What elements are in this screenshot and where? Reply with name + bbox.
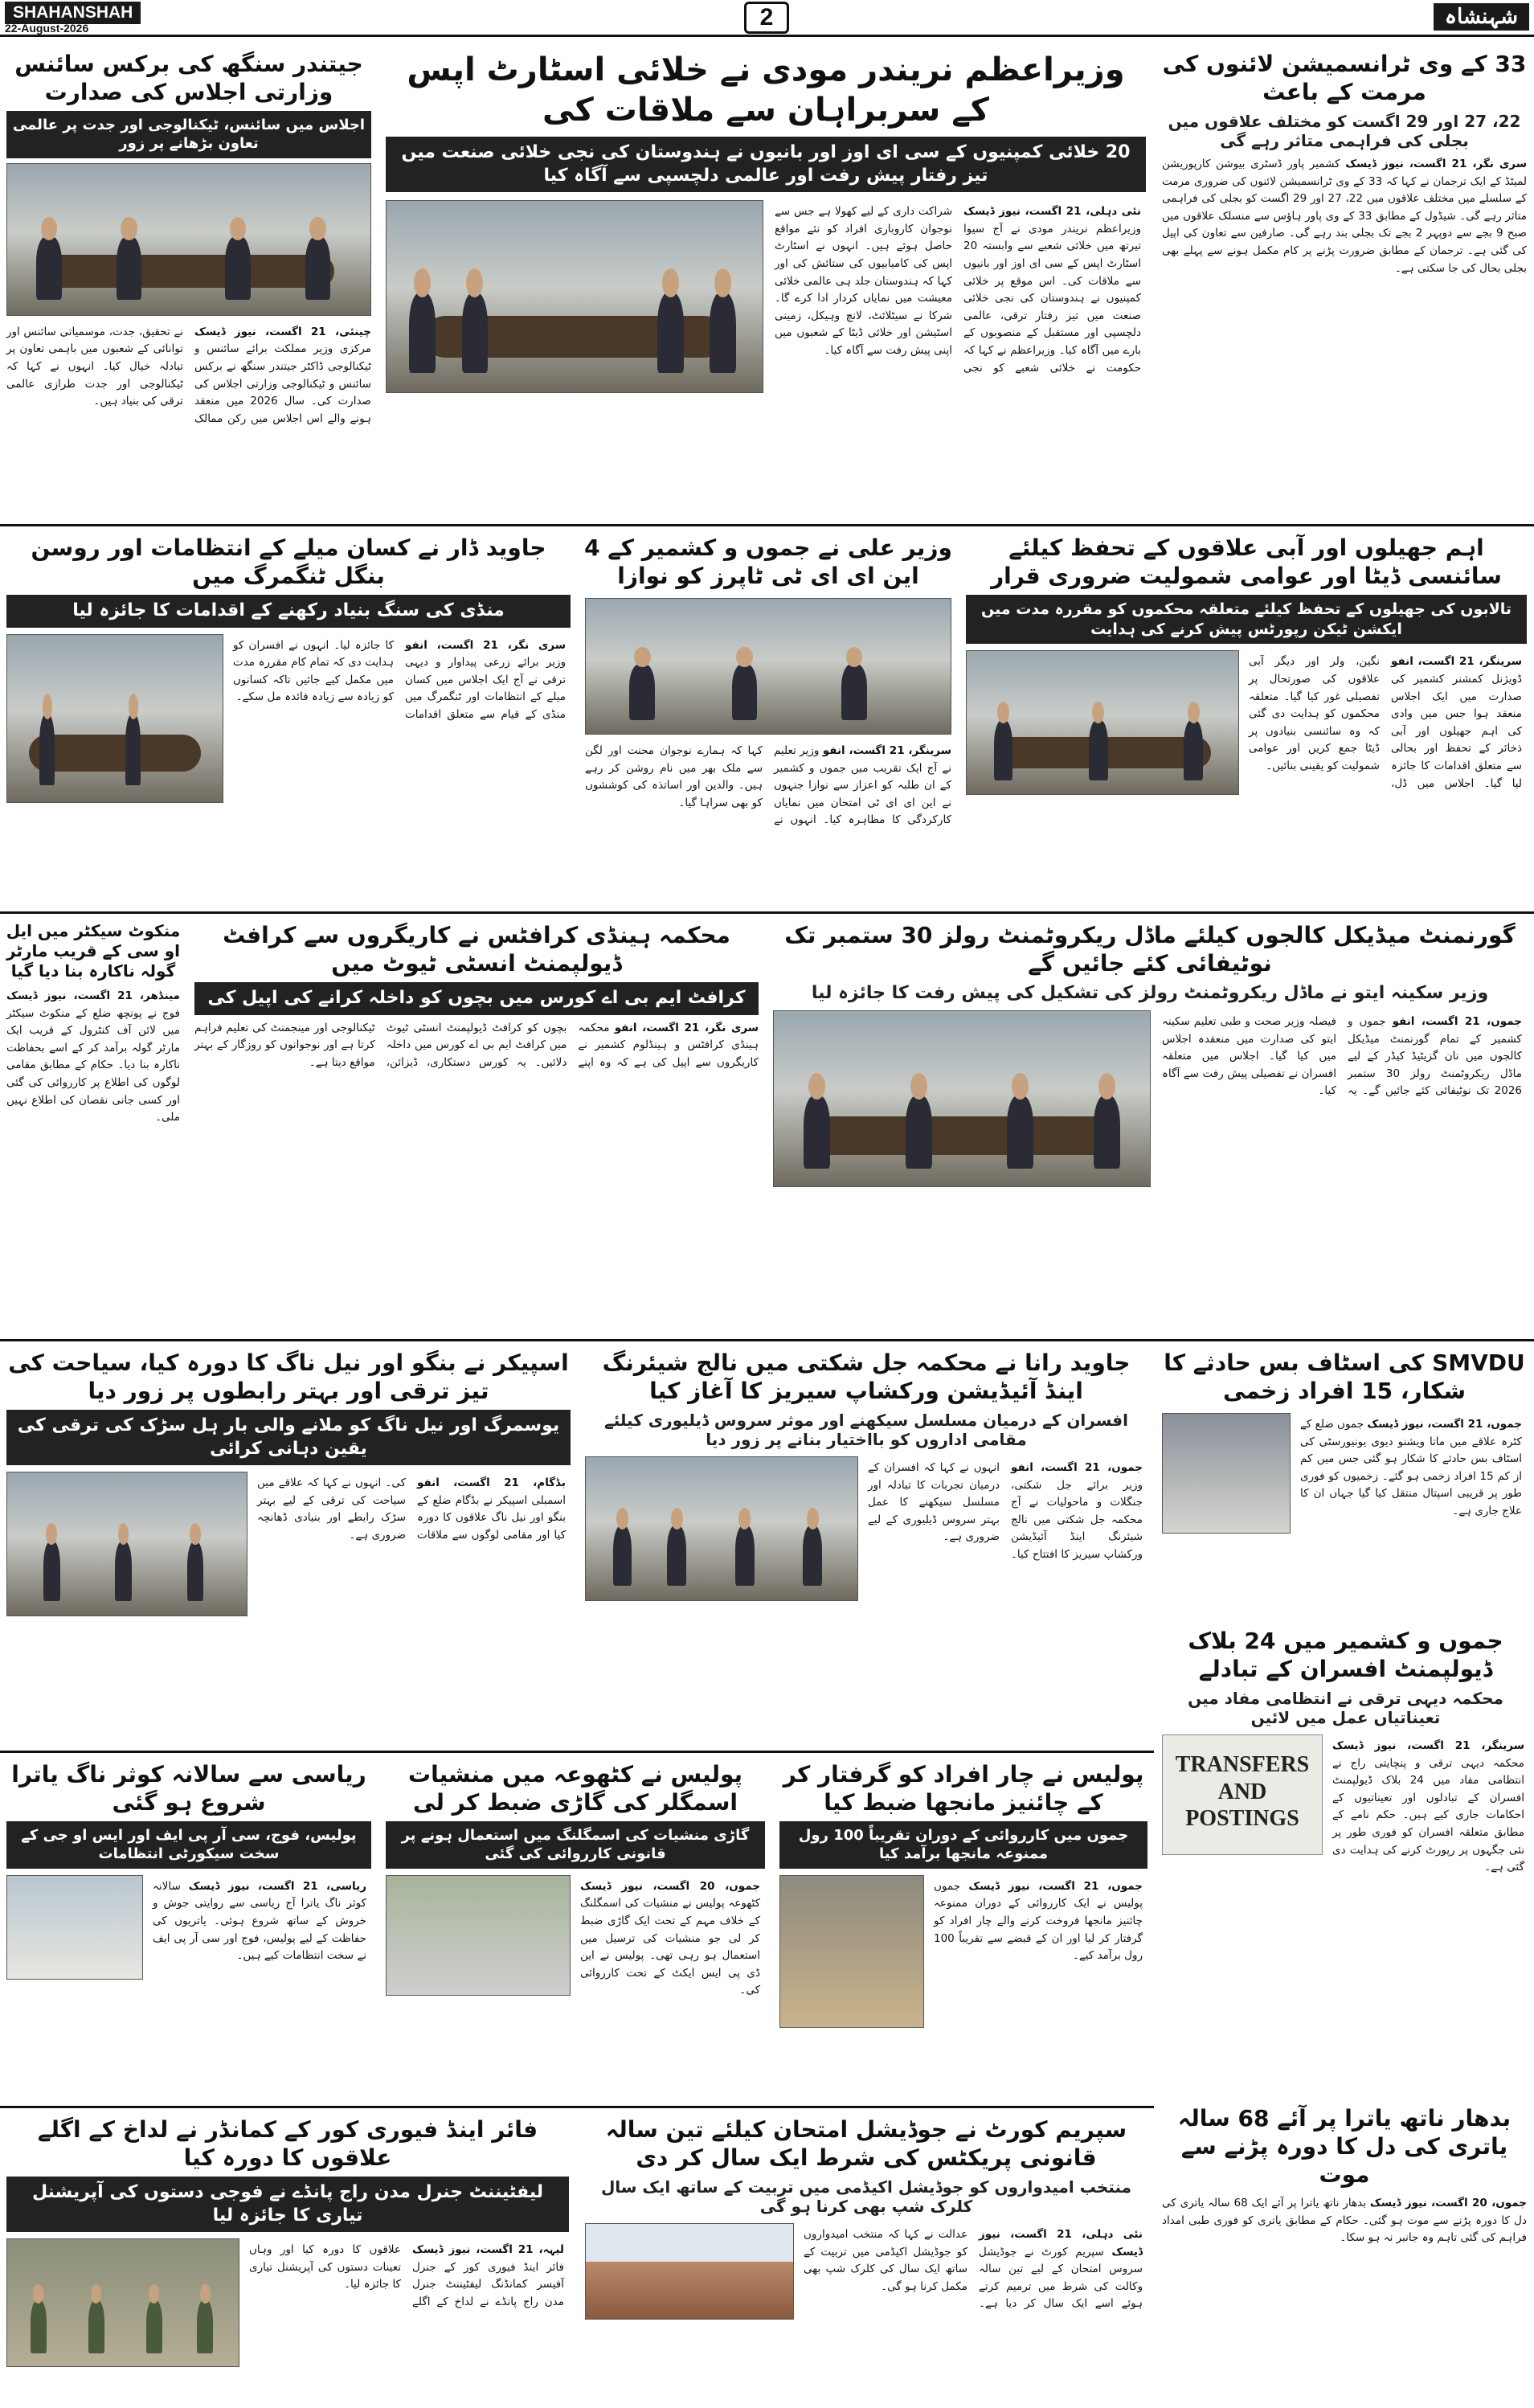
dateline: سری نگر، 21 اگست، انفو — [405, 638, 566, 652]
dateline: جموں، 21 اگست، نیوز ڈیسک — [1367, 1418, 1522, 1431]
transfers-postings-graphic: TRANSFERS AND POSTINGS — [1162, 1734, 1323, 1855]
headline: ریاسی سے سالانہ کوثر ناگ یاترا شروع ہو گئی — [11, 1761, 366, 1816]
article-lakes-protection — [961, 530, 1532, 908]
photo-brics — [6, 163, 371, 316]
dateline: بڈگام، 21 اگست، انفو — [417, 1476, 566, 1490]
headline: منکوٹ سیکٹر میں ایل او سی کے قریب مارٹر گولہ ناکارہ بنا دیا گیا — [6, 921, 181, 981]
article-body — [2, 985, 185, 1306]
headline: فائر اینڈ فیوری کور کے کمانڈر نے لداخ کے اگلے علاقوں کا دورہ کیا — [37, 2116, 538, 2171]
subheadline: منڈی کی سنگ بنیاد رکھنے کے اقدامات کا جائزہ لیا — [6, 595, 571, 628]
article-kisan-mela — [2, 530, 575, 908]
article-medical-rules — [768, 918, 1532, 1336]
photo-speaker — [6, 1472, 247, 1616]
body-text: جموں و کشمیر کے تمام گورنمنٹ میڈیکل کالجوں میں نان گزیٹیڈ کیڈر کے لیے ماڈل ریکروٹمنٹ رولز 30 ستمبر 2026 تک نوٹیفائی کئے جائیں گے۔ یہ فیصلہ وزیر صحت و طبی تعلیم سکینہ ایتو کی صدارت میں منعقدہ اجلاس میں کیا گیا۔ اجلاس میں متعلقہ افسران نے تفصیلی پیش رفت سے آگاہ کیا۔ — [1162, 1015, 1522, 1098]
photo-medical-meeting — [773, 1010, 1151, 1187]
headline: جموں و کشمیر میں 24 بلاک ڈیولپمنٹ افسران کے تبادلے — [1188, 1628, 1503, 1682]
body-text: وزیر تعلیم نے آج ایک تقریب میں جموں و کشمیر کے ان طلبہ کو اعزاز سے نوازا جنہوں نے این ای ای ٹی امتحان میں نمایاں کارکردگی کا مظاہرہ کیا۔ انہوں نے کہا کہ ہمارے نوجوان محنت اور لگن سے ملک بھر میں نام روشن کر رہے ہیں۔ والدین اور اساتذہ کی کوششوں کو بھی سراہا گیا۔ — [585, 744, 951, 827]
article-body — [244, 2238, 569, 2405]
article-body — [1157, 2192, 1532, 2405]
body-text: اسمبلی اسپیکر نے بڈگام ضلع کے بنگو اور نیل ناگ علاقوں کا دورہ کیا اور مقامی لوگوں سے ملاقات کی۔ انہوں نے کہا کہ علاقے میں سیاحت کی ترقی کے لیے بہتر سڑک رابطے اور بنیادی ڈھانچہ ضروری ہے۔ — [257, 1476, 566, 1542]
subheadline: پولیس، فوج، سی آر پی ایف اور ایس او جی کے سخت سیکورٹی انتظامات — [6, 1821, 371, 1869]
article-handicrafts — [190, 918, 763, 1336]
article-kathua-vehicle — [381, 1757, 770, 2103]
divider — [0, 524, 1534, 526]
headline: جیتندر سنگھ کی برکس سائنس وزارتی اجلاس کی صدارت — [14, 51, 363, 105]
body-text: فائر اینڈ فیوری کور کے جنرل آفیسر کمانڈنگ لیفٹیننٹ جنرل مدن راج پانڈے نے لداخ کے اگلے علاقوں کا دورہ کیا اور وہاں تعینات دستوں کی آپریشنل تیاری کا جائزہ لیا۔ — [249, 2243, 564, 2308]
subheadline: اجلاس میں سائنس، ٹیکنالوجی اور جدت پر عالمی تعاون بڑھانے پر زور — [6, 111, 371, 158]
body-text: جموں ضلع کے کٹرہ علاقے میں ماتا ویشنو دیوی یونیورسٹی کی اسٹاف بس حادثے کا شکار ہو گئی جس میں کم از کم 15 افراد زخمی ہو گئے۔ زخمیوں کو فوری طور پر قریبی اسپتال منتقل کیا گیا جہاں ان کا علاج جاری ہے۔ — [1300, 1418, 1522, 1517]
headline: بدھار ناتھ یاترا پر آئے 68 سالہ یاتری کی دل کا دورہ پڑنے سے موت — [1177, 2105, 1512, 2188]
body-text: محکمہ ہینڈی کرافٹس و ہینڈلوم کشمیر نے کاریگروں سے اپیل کی ہے کہ وہ اپنے بچوں کو کرافٹ ڈیولپمنٹ انسٹی ٹیوٹ میں کرافٹ ایم بی اے کورس میں داخلہ دلائیں۔ یہ کورس دستکاری، ڈیزائن، ٹیکنالوجی اور مینجمنٹ کی تعلیم فراہم کرتا ہے اور نوجوانوں کو روزگار کے بہتر مواقع دیتا ہے۔ — [194, 1021, 759, 1069]
headline: SMVDU کی اسٹاف بس حادثے کا شکار، 15 افراد زخمی — [1164, 1349, 1525, 1404]
article-modi-space-startups — [381, 47, 1151, 521]
article-body — [863, 1456, 1147, 1747]
article-neet-toppers — [580, 530, 956, 908]
dateline: سرینگر، 21 اگست، انفو — [822, 744, 951, 757]
page-header — [0, 0, 1534, 37]
article-body — [580, 739, 956, 908]
body-text: کشمیر پاور ڈسٹری بیوشن کارپوریشن لمیٹڈ کے ایک ترجمان نے کہا کہ 33 کے وی ٹرانسمیشن لائنوں کی ضروری مرمت کے سلسلے میں مختلف علاقوں میں 22، 27 اور 29 اگست کو بجلی کی فراہمی متاثر رہے گی۔ شیڈول کے مطابق 33 کے وی پاور ہاؤس سے منسلک علاقوں میں صبح 9 بجے سے دوپہر 2 بجے تک بجلی بند رہے گی۔ صارفین سے تعاون کی اپیل کی گئی ہے۔ ترجمان کے مطابق ضرورت پڑنے پر کام مکمل ہونے سے پہلے بھی بجلی بحال کی جا سکتی ہے۔ — [1162, 158, 1528, 275]
divider — [0, 1751, 1154, 1753]
photo-supreme-court — [585, 2223, 794, 2320]
body-text: وزیراعظم نریندر مودی نے آج سیوا تیرتھ میں خلائی شعبے سے وابستہ 20 اسٹارٹ اپس کے سی ای اوز اور بانیوں سے ملاقات کی۔ اس موقع پر خلائی کمپنیوں نے ہندوستان کی نجی خلائی صنعت میں تیز رفتار ترقی، عالمی دلچسپی اور مستقبل کے منصوبوں کے بارے میں آگاہ کیا۔ وزیراعظم نے کہا کہ حکومت نے خلائی شعبے کو نجی شراکت داری کے لیے کھولا ہے جس سے نوجوان کاروباری افراد کو نئے مواقع حاصل ہوئے ہیں۔ انہوں نے اسٹارٹ اپس کی کامیابیوں کی ستائش کی اور کہا کہ ہندوستان جلد ہی عالمی خلائی معیشت میں نمایاں کردار ادا کرے گا۔ شرکا نے سیٹلائٹ، لانچ وہیکل، زمینی اسٹیشن اور خلائی ڈیٹا کے شعبوں میں اپنی پیش رفت سے آگاہ کیا۔ — [775, 205, 1141, 375]
divider — [0, 911, 1534, 914]
article-kausar-nag — [2, 1757, 376, 2103]
body-text: بدھار ناتھ یاترا پر آئے ایک 68 سالہ یاتری کی دل کا دورہ پڑنے سے موت ہو گئی۔ حکام کے مطابق یاتری کو فوری طبی امداد فراہم کی گئی تاہم وہ جانبر نہ ہو سکا۔ — [1162, 2197, 1527, 2245]
headline: گورنمنٹ میڈیکل کالجوں کیلئے ماڈل ریکروٹمنٹ رولز 30 ستمبر تک نوٹیفائی کئے جائیں گے — [784, 922, 1516, 977]
photo-manjha — [779, 1875, 924, 2028]
dateline: لیہہ، 21 اگست، نیوز ڈیسک — [412, 2243, 564, 2257]
subheadline: کرافٹ ایم بی اے کورس میں بچوں کو داخلہ کرانے کی اپیل کی — [194, 982, 759, 1015]
subheadline: منتخب امیدواروں کو جوڈیشل اکیڈمی میں تربیت کے ساتھ ایک سال کلرک شپ بھی کرنا ہو گی — [600, 2177, 1132, 2216]
headline: پولیس نے چار افراد کو گرفتار کر کے چائنیز مانجھا ضبط کیا — [783, 1761, 1144, 1816]
article-body — [575, 1875, 765, 2103]
article-body — [1157, 153, 1532, 521]
article-yatri-death — [1157, 2101, 1532, 2405]
article-body — [2, 321, 376, 521]
headline: جاوید رانا نے محکمہ جل شکتی میں نالج شیئرنگ اینڈ آئیڈیشن ورکشاپ سیریز کا آغاز کیا — [602, 1349, 1131, 1404]
subheadline: جموں میں کارروائی کے دوران تقریباً 100 رول ممنوعہ مانجھا برآمد کیا — [779, 1821, 1147, 1869]
dateline: نئی دہلی، 21 اگست، نیوز ڈیسک — [963, 205, 1141, 219]
subheadline: یوسمرگ اور نیل ناگ کو ملانے والی بار ہل سڑک کی ترقی کی یقین دہانی کرائی — [6, 1410, 571, 1465]
body-text: سپریم کورٹ نے جوڈیشل سروس امتحان کے لیے تین سالہ وکالت کی شرط میں ترمیم کرتے ہوئے اسے ایک سال کر دیا ہے۔ عدالت نے کہا کہ منتخب امیدواروں کو جوڈیشل اکیڈمی میں تربیت کے ساتھ ایک سال کی کلرک شپ بھی مکمل کرنا ہو گی۔ — [804, 2228, 1143, 2311]
article-body — [252, 1472, 571, 1745]
photo-meeting — [386, 200, 763, 393]
article-fire-fury-corps — [2, 2112, 574, 2405]
publication-name: SHAHANSHAH — [5, 2, 141, 24]
article-body — [1295, 1413, 1527, 1614]
article-body — [929, 1875, 1147, 2103]
article-body — [1327, 1734, 1529, 1927]
subheadline: 22، 27 اور 29 اگست کو مختلف علاقوں میں بجلی کی فراہمی متاثر رہے گی — [1168, 112, 1521, 150]
article-body — [228, 634, 571, 899]
body-text: کٹھوعہ پولیس نے منشیات کی اسمگلنگ کے خلاف مہم کے تحت ایک گاڑی ضبط کر لی جو منشیات کی ترسیل میں استعمال ہو رہی تھی۔ پولیس نے این ڈی پی ایس ایکٹ کے تحت کارروائی کی۔ — [580, 1897, 760, 1997]
dateline: سری نگر، 21 اگست، نیوز ڈیسک — [1345, 158, 1527, 170]
headline: اسپیکر نے بنگو اور نیل ناگ کا دورہ کیا، سیاحت کی تیز ترقی اور بہتر رابطوں پر زور دیا — [8, 1349, 569, 1404]
article-body — [190, 1017, 763, 1322]
dateline: جموں، 20 اگست، نیوز ڈیسک — [580, 1879, 760, 1893]
body-text: فوج نے پونچھ ضلع کے منکوٹ سیکٹر میں لائن آف کنٹرول کے قریب ایک مارٹر گولہ برآمد کر کے اسے بحفاظت ناکارہ بنا دیا۔ حکام کے مطابق مقامی لوگوں کی اطلاع پر کارروائی کی گئی اور کسی جانی نقصان کی اطلاع نہیں ملی۔ — [6, 1006, 180, 1124]
page-number: 2 — [744, 2, 789, 34]
article-brics-meeting — [2, 47, 376, 521]
article-bdo-transfers — [1157, 1624, 1534, 1932]
subheadline: لیفٹیننٹ جنرل مدن راج پانڈے نے فوجی دستوں کی آپریشنل تیاری کا جائزہ لیا — [6, 2177, 569, 2232]
article-jal-shakti — [580, 1345, 1152, 1747]
photo-felicitation — [585, 598, 951, 735]
body-text: مرکزی وزیر مملکت برائے سائنس و ٹیکنالوجی ڈاکٹر جیتندر سنگھ نے برکس سائنس و ٹیکنالوجی وزارتی اجلاس کی صدارت کی۔ سال 2026 میں منعقد ہونے والے اس اجلاس میں رکن ممالک نے تحقیق، جدت، موسمیاتی سائنس اور توانائی کے شعبوں میں باہمی تعاون پر تبادلہ خیال کیا۔ انہوں نے کہا کہ ٹیکنالوجی اور جدت طرازی عالمی ترقی کی بنیاد ہیں۔ — [6, 325, 371, 425]
photo-kisan — [6, 634, 223, 803]
headline: جاوید ڈار نے کسان میلے کے انتظامات اور روسن بنگل ٹنگمرگ میں — [31, 534, 546, 589]
body-text: وزیر برائے جل شکتی، جنگلات و ماحولیات نے آج محکمہ جل شکتی میں نالج شیئرنگ اینڈ آئیڈیشن ورکشاپ سیریز کا افتتاح کیا۔ انہوں نے کہا کہ افسران کے درمیان تجربات کا تبادلہ اور مسلسل سیکھنے کا عمل بہتر سروس ڈیلیوری کے لیے ضروری ہے۔ — [868, 1461, 1143, 1561]
article-supreme-court — [580, 2112, 1152, 2405]
photo-bus — [1162, 1413, 1291, 1534]
body-text: جموں پولیس نے ایک کارروائی کے دوران ممنوعہ چائنیز مانجھا فروخت کرنے والے چار افراد کو گرفتار کر لیا اور ان کے قبضے سے تقریباً 100 رول برآمد کیے۔ — [934, 1879, 1143, 1963]
divider — [0, 2106, 1154, 2108]
subheadline: افسران کے درمیان مسلسل سیکھنے اور موثر سروس ڈیلیوری کیلئے مقامی اداروں کو بااختیار بنانے پر زور دیا — [603, 1411, 1129, 1449]
article-chinese-manjha — [775, 1757, 1152, 2103]
headline: سپریم کورٹ نے جوڈیشل امتحان کیلئے تین سالہ قانونی پریکٹس کی شرط ایک سال کر دی — [605, 2116, 1127, 2171]
photo-workshop — [585, 1456, 858, 1601]
body-text: سالانہ کوثر ناگ یاترا آج ریاسی سے روایتی جوش و خروش کے ساتھ شروع ہوئی۔ یاتریوں کی حفاظت کے لیے پولیس، فوج اور سی آر پی ایف نے سخت انتظامات کیے ہیں۔ — [153, 1879, 366, 1963]
photo-army-commander — [6, 2238, 239, 2367]
article-body — [770, 200, 1146, 521]
dateline: سرینگر، 21 اگست، نیوز ڈیسک — [1332, 1739, 1524, 1752]
article-body — [1157, 1010, 1527, 1324]
dateline: جموں، 21 اگست، انفو — [1392, 1015, 1522, 1028]
headline: اہم جھیلوں اور آبی علاقوں کے تحفظ کیلئے سائنسی ڈیٹا اور عوامی شمولیت ضروری قرار — [991, 534, 1502, 589]
dateline: ریاسی، 21 اگست، نیوز ڈیسک — [188, 1879, 366, 1893]
masthead: شہنشاہ — [1434, 3, 1529, 31]
headline: پولیس نے کٹھوعہ میں منشیات اسمگلر کی گاڑی ضبط کر لی — [407, 1761, 743, 1816]
dateline: مینڈھر، 21 اگست، نیوز ڈیسک — [6, 989, 180, 1002]
headline: محکمہ ہینڈی کرافٹس نے کاریگروں سے کرافٹ ڈیولپمنٹ انسٹی ٹیوٹ میں — [223, 922, 730, 977]
headline: وزیر علی نے جموں و کشمیر کے 4 این ای ای ٹی ٹاپرز کو نوازا — [584, 534, 952, 589]
subheadline: 20 خلائی کمپنیوں کے سی ای اوز اور بانیوں نے ہندوستان کی نجی خلائی صنعت میں تیز رفتار پیش رفت اور عالمی دلچسپی سے آگاہ کیا — [386, 137, 1146, 192]
headline: 33 کے وی ٹرانسمیشن لائنوں کی مرمت کے باعث — [1162, 51, 1527, 105]
subheadline: گاڑی منشیات کی اسمگلنگ میں استعمال ہونے پر قانونی کارروائی کی گئی — [386, 1821, 765, 1869]
photo-seized-car — [386, 1875, 571, 1996]
dateline: سری نگر، 21 اگست، انفو — [614, 1021, 759, 1034]
body-text: محکمہ دیہی ترقی و پنچایتی راج نے انتظامی مفاد میں 24 بلاک ڈیولپمنٹ افسران کے تبادلوں اور تعیناتیوں کے احکامات جاری کیے ہیں۔ حکم نامے کے مطابق متعلقہ افسران کو فوری طور پر نئی جگہوں پر رپورٹ کرنے کی ہدایت دی گئی ہے۔ — [1332, 1756, 1524, 1874]
subheadline: وزیر سکینہ ایتو نے ماڈل ریکروٹمنٹ رولز کی تشکیل کی پیش رفت کا جائزہ لیا — [811, 983, 1489, 1003]
headline: وزیراعظم نریندر مودی نے خلائی اسٹارٹ اپس کے سربراہان سے ملاقات کی — [407, 51, 1125, 129]
dateline: سرینگر، 21 اگست، انفو — [1391, 655, 1522, 669]
photo-yatra — [6, 1875, 143, 1980]
body-text: ڈویژنل کمشنر کشمیر کی صدارت میں ایک اجلاس منعقد ہوا جس میں وادی کی اہم جھیلوں اور آبی ذخائر کے تحفظ اور بحالی سے متعلق اقدامات کا جائزہ لیا گیا۔ اجلاس میں ڈل، نگین، ولر اور دیگر آبی علاقوں کی صورتحال پر تفصیلی غور کیا گیا۔ متعلقہ محکموں کو ہدایت دی گئی کہ وہ سائنسی بنیادوں پر ڈیٹا جمع کریں اور عوامی شمولیت کو یقینی بنائیں۔ — [1249, 655, 1522, 790]
dateline: چینئی، 21 اگست، نیوز ڈیسک — [194, 325, 371, 338]
dateline: جموں، 20 اگست، نیوز ڈیسک — [1369, 2197, 1527, 2209]
subheadline: محکمہ دیہی ترقی نے انتظامی مفاد میں تعیناتیاں عمل میں لائیں — [1188, 1689, 1503, 1727]
dateline: جموں، 21 اگست، نیوز ڈیسک — [968, 1879, 1143, 1893]
article-body — [1244, 650, 1527, 908]
article-bus-accident — [1157, 1345, 1532, 1619]
divider — [0, 1339, 1534, 1341]
article-power-shutdown — [1157, 47, 1532, 521]
article-speaker-visit — [2, 1345, 575, 1747]
body-text: وزیر برائے زرعی پیداوار و دیہی ترقی نے آج ایک اجلاس میں کسان میلے کے انتظامات اور ٹنگمرگ میں منڈی کے قیام سے متعلق اقدامات کا جائزہ لیا۔ انہوں نے افسران کو ہدایت دی کہ تمام کام مقررہ مدت میں مکمل کیے جائیں تاکہ کسانوں کو زیادہ سے زیادہ فائدہ مل سکے۔ — [233, 638, 566, 721]
article-body — [799, 2223, 1147, 2405]
issue-date: 22-August-2026 — [5, 22, 89, 35]
subheadline: تالابوں کی جھیلوں کے تحفظ کیلئے متعلقہ محکموں کو مقررہ مدت میں ایکشن ٹیکن رپورٹس پیش کرنے کی ہدایت — [966, 595, 1527, 644]
article-body — [148, 1875, 371, 2103]
photo-lakes-meeting — [966, 650, 1239, 795]
dateline: جموں، 21 اگست، انفو — [1011, 1461, 1143, 1474]
article-mortar-shell — [2, 918, 185, 1336]
dateline: نئی دہلی، 21 اگست، نیوز ڈیسک — [979, 2228, 1143, 2259]
